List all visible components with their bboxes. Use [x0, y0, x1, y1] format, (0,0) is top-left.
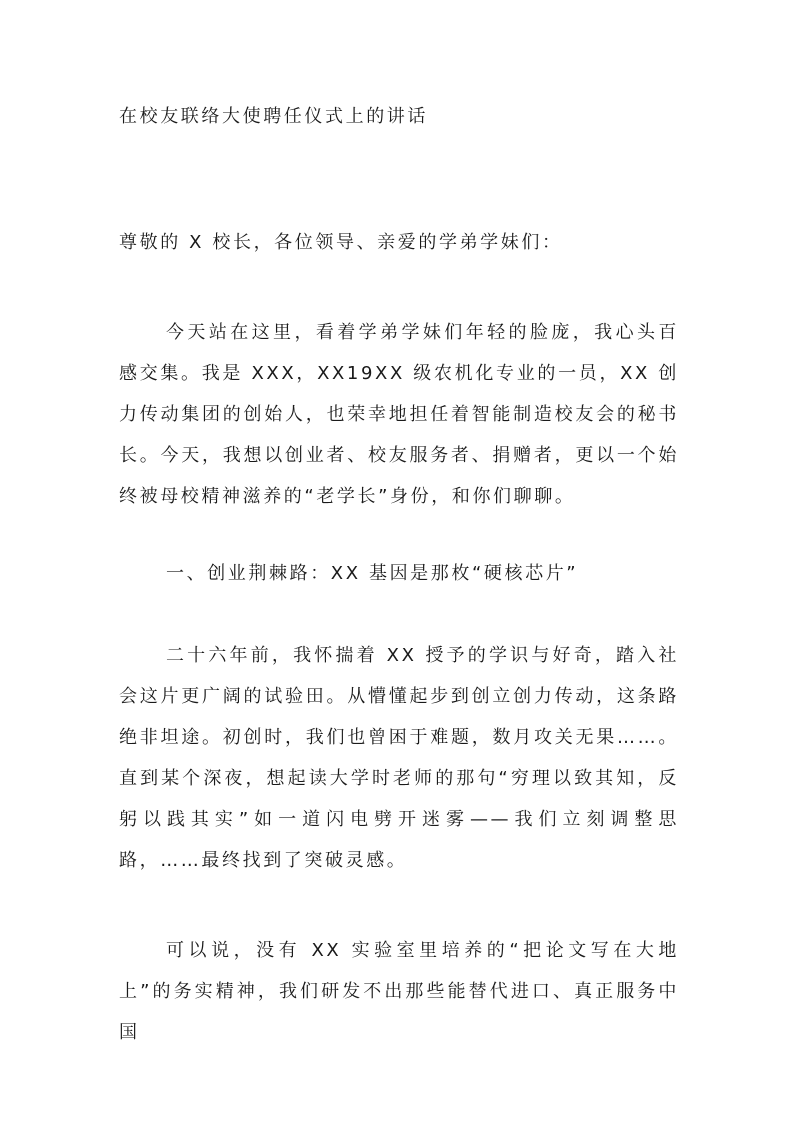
salutation: 尊敬的 X 校长，各位领导、亲爱的学弟学妹们：	[119, 232, 563, 253]
paragraph-intro: 今天站在这里，看着学弟学妹们年轻的脸庞，我心头百感交集。我是 XXX，XX19XX 级农机化专业的一员，XX 创力传动集团的创始人，也荣幸地担任着智能制造校友会的秘书长。今天，我想以创业者、校友服务者、捐赠者，更以一个始终被母校精神滋养的“老学长”身份，和你们聊聊。	[119, 322, 679, 507]
document-title: 在校友联络大使聘任仪式上的讲话	[119, 106, 428, 127]
section-heading: 一、创业荆棘路：XX 基因是那枚“硬核芯片”	[166, 563, 579, 584]
paragraph-story: 二十六年前，我怀揣着 XX 授予的学识与好奇，踏入社会这片更广阔的试验田。从懵懂起步到创立创力传动，这条路绝非坦途。初创时，我们也曾困于难题，数月攻关无果……。直到某个深夜，想起读大学时老师的那句“穷理以致其知，反躬以践其实”如一道闪电劈开迷雾——我们立刻调整思路，……最终找到了突破灵感。	[119, 645, 679, 871]
paragraph-conclusion: 可以说，没有 XX 实验室里培养的“把论文写在大地上”的务实精神，我们研发不出那些能替代进口、真正服务中国	[119, 940, 679, 1043]
